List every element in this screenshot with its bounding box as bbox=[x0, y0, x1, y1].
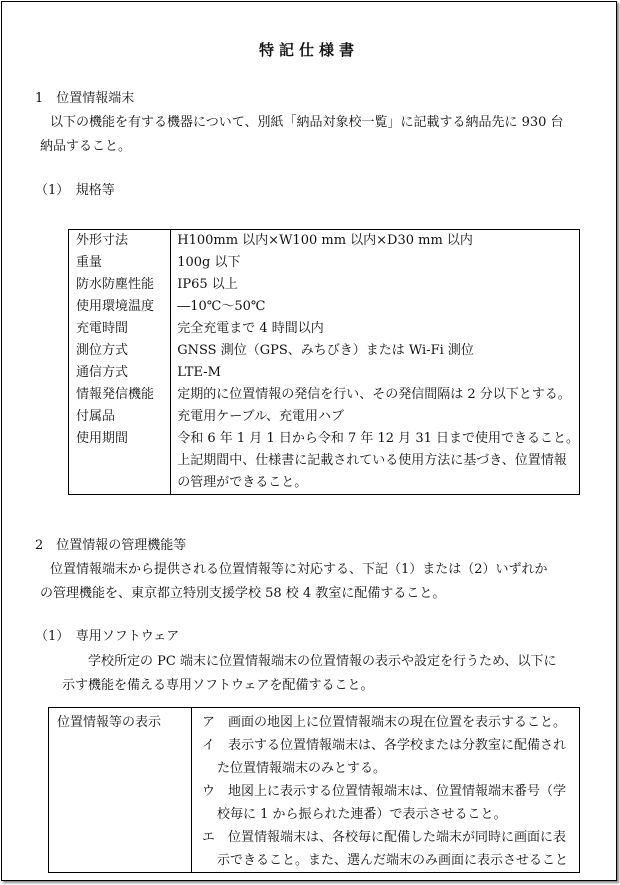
section2-heading: 2 位置情報の管理機能等 bbox=[35, 538, 187, 553]
spec-table bbox=[68, 229, 580, 495]
table-row bbox=[49, 708, 580, 873]
spec-value: 充電用ケーブル、充電用ハブ bbox=[177, 409, 345, 424]
spec-values-cell bbox=[171, 230, 580, 495]
item-mark: ウ bbox=[202, 784, 216, 799]
item-text: た位置情報端末のみとする。 bbox=[217, 761, 387, 776]
spec-value: 完全充電まで 4 時間以内 bbox=[177, 321, 324, 336]
spec-label: 通信方式 bbox=[76, 365, 129, 380]
spec-labels-cell bbox=[69, 230, 171, 495]
function-items-cell bbox=[192, 708, 580, 873]
spec-value: 100g 以下 bbox=[177, 255, 241, 270]
list-item bbox=[202, 826, 579, 849]
spec-label: 情報発信機能 bbox=[76, 387, 155, 402]
item-text: 示できること。また、選んだ端末のみ画面に表示させること bbox=[217, 853, 569, 868]
list-item bbox=[202, 780, 579, 803]
item-text: 画面の地図上に位置情報端末の現在位置を表示すること。 bbox=[228, 715, 567, 730]
spec-label: 使用環境温度 bbox=[76, 299, 155, 314]
function-label: 位置情報等の表示 bbox=[57, 715, 162, 730]
section1-heading: 1 位置情報端末 bbox=[35, 91, 135, 106]
function-table bbox=[48, 707, 580, 873]
spec-value: 定期的に位置情報の発信を行い、その発信間隔は 2 分以下とする。 bbox=[177, 387, 571, 402]
spec-value: H100mm 以内×W100 mm 以内×D30 mm 以内 bbox=[177, 233, 473, 248]
spec-label: 外形寸法 bbox=[76, 233, 129, 248]
item-text: 校毎に 1 から振られた連番）で表示させること。 bbox=[217, 807, 507, 822]
section2-sub1-heading: （1） 専用ソフトウェア bbox=[35, 629, 180, 644]
item-mark: ア bbox=[202, 715, 216, 730]
section2-sub1-line2: 示す機能を備える専用ソフトウェアを配備すること。 bbox=[62, 678, 374, 693]
section2-intro-line2: の管理機能を、東京都立特別支援学校 58 校 4 教室に配備すること。 bbox=[40, 586, 446, 601]
spec-label: 使用期間 bbox=[76, 431, 129, 446]
spec-value: LTE-M bbox=[177, 365, 221, 380]
table-row bbox=[69, 230, 580, 495]
section1-intro-line1: 以下の機能を有する機器について、別紙「納品対象校一覧」に記載する納品先に 930 台 bbox=[50, 115, 564, 130]
item-mark: エ bbox=[202, 830, 216, 845]
section1-sub1-heading: （1） 規格等 bbox=[35, 183, 115, 198]
document-title: 特記仕様書 bbox=[258, 41, 359, 59]
spec-value: の管理ができること。 bbox=[177, 475, 308, 490]
spec-label: 防水防塵性能 bbox=[76, 277, 155, 292]
spec-label: 充電時間 bbox=[76, 321, 129, 336]
list-item bbox=[202, 711, 579, 734]
section2-sub1-line1: 学校所定の PC 端末に位置情報端末の位置情報の表示や設定を行うため、以下に bbox=[88, 654, 557, 669]
spec-value: ―10℃～50℃ bbox=[177, 299, 266, 314]
item-mark: イ bbox=[202, 738, 216, 753]
section1-intro-line2: 納品すること。 bbox=[40, 139, 132, 154]
item-text: 地図上に表示する位置情報端末は、位置情報端末番号（学 bbox=[228, 784, 567, 799]
item-text: 位置情報端末は、各校毎に配備した端末が同時に画面に表 bbox=[228, 830, 567, 845]
spec-value: 令和 6 年 1 月 1 日から令和 7 年 12 月 31 日まで使用できること。 bbox=[177, 431, 579, 446]
function-label-cell bbox=[49, 708, 192, 873]
spec-label: 重量 bbox=[76, 255, 103, 270]
spec-value: GNSS 測位（GPS、みちびき）または Wi-Fi 測位 bbox=[177, 343, 474, 358]
spec-value: 上記期間中、仕様書に記載されている使用方法に基づき、位置情報 bbox=[177, 453, 567, 468]
spec-value: IP65 以上 bbox=[177, 277, 238, 292]
section2-intro-line1: 位置情報端末から提供される位置情報等に対応する、下記（1）または（2）いずれか bbox=[50, 562, 548, 577]
item-text: 表示する位置情報端末は、各学校または分教室に配備され bbox=[228, 738, 567, 753]
list-item bbox=[202, 734, 579, 757]
spec-label: 測位方式 bbox=[76, 343, 129, 358]
document-page bbox=[1, 1, 617, 881]
spec-label: 付属品 bbox=[76, 409, 116, 424]
